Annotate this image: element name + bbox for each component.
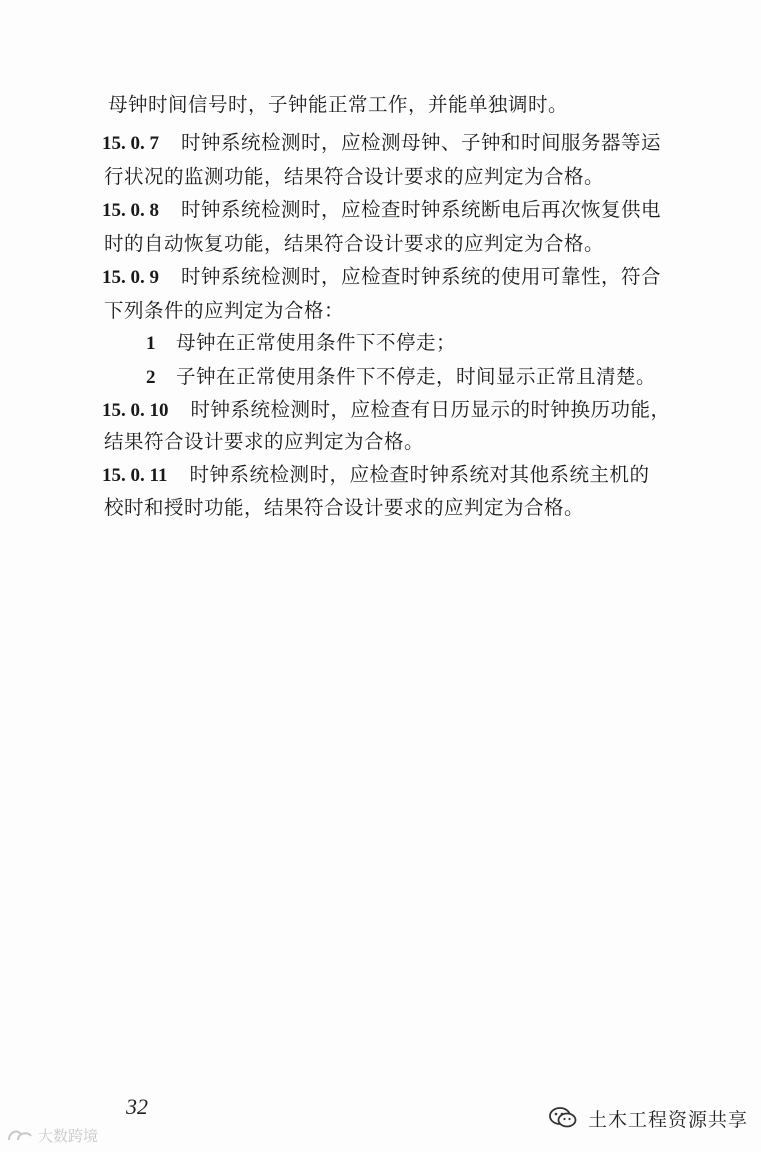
clause-text: 时钟系统检测时，应检测母钟、子钟和时间服务器等运 — [181, 131, 662, 154]
watermark-logo — [6, 1124, 98, 1146]
clause-number: 15. 0. 8 — [102, 200, 159, 221]
page-number: 32 — [126, 1094, 148, 1119]
watermark-left-text: 大数跨境 — [38, 1126, 99, 1145]
list-item — [146, 331, 456, 356]
clause-text: 时钟系统检测时，应检查时钟系统断电后再次恢复供电 — [181, 198, 662, 221]
clause-line — [102, 198, 661, 223]
text-line — [104, 232, 604, 256]
item-number: 2 — [146, 367, 156, 388]
item-text: 母钟在正常使用条件下不停走； — [176, 331, 457, 354]
list-item — [146, 365, 656, 390]
clause-line — [102, 131, 661, 156]
watermark-account — [548, 1102, 748, 1134]
clause-number: 15. 0. 9 — [102, 267, 159, 288]
line-text: 时的自动恢复功能，结果符合设计要求的应判定为合格。 — [104, 232, 605, 255]
line-text: 母钟时间信号时，子钟能正常工作，并能单独调时。 — [108, 93, 569, 116]
wechat-icon — [548, 1105, 578, 1131]
logo-icon — [6, 1126, 34, 1144]
line-text: 校时和授时功能，结果符合设计要求的应判定为合格。 — [104, 496, 585, 519]
clause-number: 15. 0. 11 — [102, 465, 168, 486]
line-text: 行状况的监测功能，结果符合设计要求的应判定为合格。 — [104, 165, 605, 188]
clause-number: 15. 0. 10 — [102, 400, 169, 421]
item-number: 1 — [146, 333, 156, 354]
clause-line — [102, 463, 649, 488]
watermark-text: 土木工程资源共享 — [588, 1108, 749, 1131]
item-text: 子钟在正常使用条件下不停走，时间显示正常且清楚。 — [176, 365, 657, 388]
clause-text: 时钟系统检测时，应检查时钟系统的使用可靠性，符合 — [181, 265, 662, 288]
clause-text: 时钟系统检测时，应检查有日历显示的时钟换历功能， — [190, 398, 671, 421]
clause-number: 15. 0. 7 — [102, 133, 159, 154]
clause-line — [102, 398, 671, 423]
text-line — [104, 430, 424, 454]
text-line — [104, 299, 344, 323]
text-line — [108, 93, 568, 117]
clause-line — [102, 265, 661, 290]
line-text: 下列条件的应判定为合格： — [104, 299, 345, 322]
line-text: 结果符合设计要求的应判定为合格。 — [104, 430, 425, 453]
clause-text: 时钟系统检测时，应检查时钟系统对其他系统主机的 — [189, 463, 650, 486]
text-line — [104, 165, 604, 189]
text-line — [104, 496, 584, 520]
